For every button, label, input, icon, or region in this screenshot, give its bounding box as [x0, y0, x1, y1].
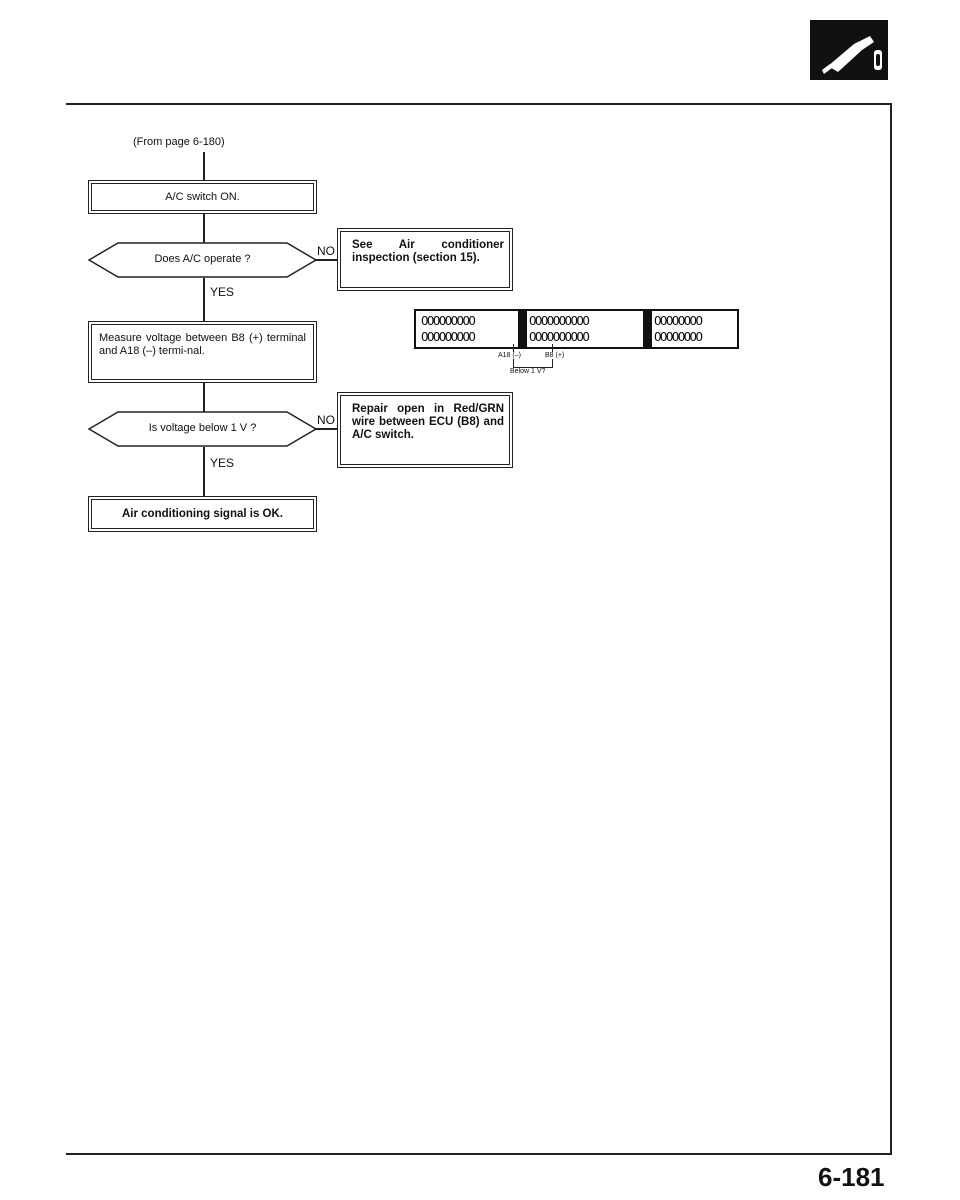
decision1-no-label: NO: [317, 244, 335, 258]
spine-3: [203, 278, 205, 322]
connector-a-row1: OOOOOOOOO: [421, 313, 475, 328]
right-rule: [890, 103, 892, 1155]
fuel-nozzle-graphic: [810, 20, 888, 80]
step-ac-switch-on: [88, 180, 317, 214]
b8-terminal-label: B8 (+): [545, 352, 565, 359]
step-measure-voltage: [88, 321, 317, 383]
final-ok-text: Air conditioning signal is OK.: [121, 508, 283, 520]
fuel-nozzle-icon: [810, 20, 888, 80]
decision-voltage-below: [88, 411, 317, 447]
a18-terminal-label: A18 (–): [498, 352, 521, 359]
decision2-no-label: NO: [317, 413, 335, 427]
decision-ac-operate: [88, 242, 317, 278]
connector-a-row2: OOOOOOOOO: [421, 329, 475, 344]
spine-2: [203, 214, 205, 244]
no-branch-1-line: [314, 259, 338, 261]
repair-open-text: Repair open in Red/GRN wire between ECU (B8) and A/C switch.: [352, 403, 504, 441]
decision-voltage-below-text: Is voltage below 1 V ?: [148, 422, 257, 434]
final-ok-box: [88, 496, 317, 532]
ecu-connector: [414, 309, 739, 349]
connector-c-row2: OOOOOOOO: [654, 329, 702, 344]
air-conditioner-inspection-box: [337, 228, 513, 291]
page-number: 6-181: [818, 1162, 885, 1192]
air-conditioner-inspection-text: See Air conditioner inspection (section 15).: [352, 239, 504, 264]
decision2-yes-label: YES: [210, 456, 235, 470]
repair-open-box: [337, 392, 513, 468]
spine-5: [203, 447, 205, 497]
connector-divider-1: [518, 311, 527, 347]
connector-b-row1: OOOOOOOOOO: [529, 313, 589, 328]
from-page-label: (From page 6-180): [133, 136, 225, 148]
step-ac-switch-on-text: A/C switch ON.: [165, 191, 240, 203]
decision-ac-operate-text: Does A/C operate ?: [154, 253, 251, 265]
decision1-yes-label: YES: [210, 285, 235, 299]
connector-c-row1: OOOOOOOO: [654, 313, 702, 328]
below-1v-caption: Below 1 V?: [510, 368, 546, 375]
spine-4: [203, 383, 205, 413]
top-rule: [66, 103, 892, 105]
no-branch-2-line: [314, 428, 338, 430]
connector-divider-2: [643, 311, 652, 347]
connector-b-row2: OOOOOOOOOO: [529, 329, 589, 344]
bottom-rule: [66, 1153, 892, 1155]
step-measure-voltage-text: Measure voltage between B8 (+) terminal and A18 (–) termi-nal.: [99, 332, 306, 357]
spine-1: [203, 152, 205, 182]
